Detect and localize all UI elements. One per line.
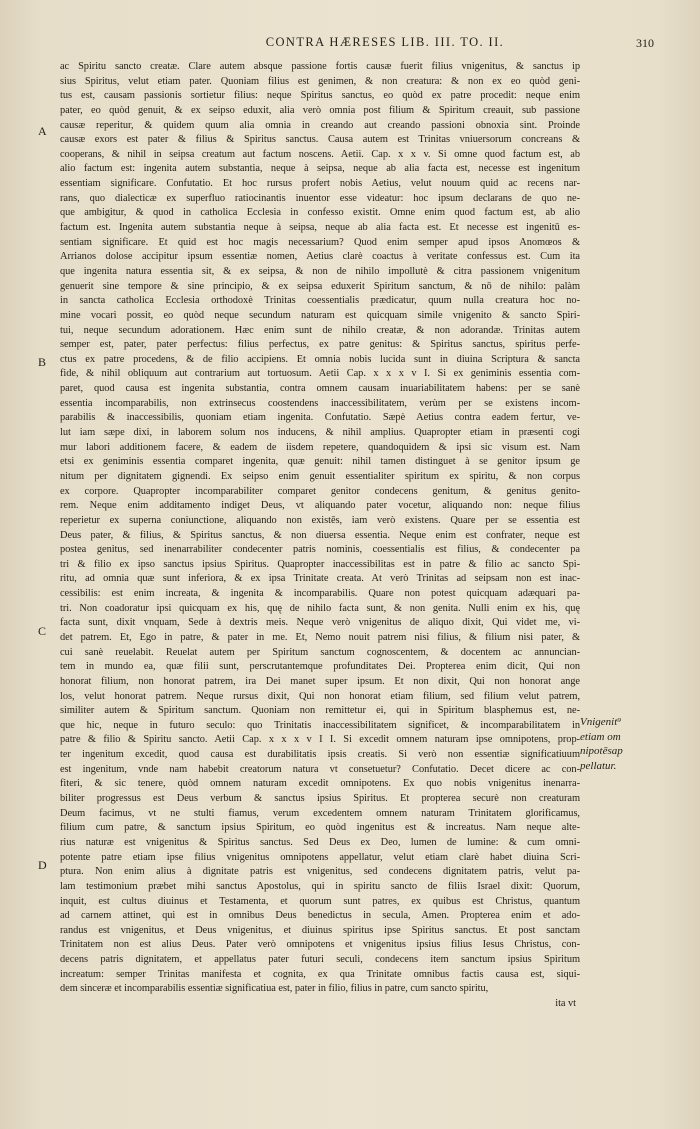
text-line: causæ reperitur, & quidem quum alia omnia in creando aut creando passioni obnoxia sint. Proinde xyxy=(60,119,580,131)
text-line: etsi ex geniminis essentia comparet ingenita, quæ genuit: nihil tamen distinguet à se genitor ipsum ge xyxy=(60,456,580,468)
text-line: ad carnem attinet, qui est in omnibus Deus benedictus in secula, Amen. Propterea enim et ado- xyxy=(60,910,580,922)
text-line: patre & filio & Spiritu sancto. Aetii Cap. x x x v I I. Si excedit omnem naturam ipse omnipotens, prop- xyxy=(60,734,580,746)
text-line: alio factum est: ingenita autem substantia, neque à seipsa, neque ab alia facta est, necesse est ingenitum xyxy=(60,163,580,175)
text-line: que ingenita natura essentia sit, & ex seipsa, & non de nihilo impollutè & citra passionem vnigenitum xyxy=(60,265,580,277)
text-line: sius Spiritus, velut etiam pater. Quoniam filius est genimen, & non creatura: & non ex eo quòd geni- xyxy=(60,75,580,87)
text-line: potente patre etiam ipse filius vnigenitus omnipotens appellatur, velut etiam clarè habet diuina Scri- xyxy=(60,851,580,863)
margin-letter-b: B xyxy=(38,355,47,369)
body-text-column xyxy=(60,60,580,1012)
text-line: postea genitus, sed inenarrabiliter condecenter patris nominis, coessentialis est filius, & condecenter pa xyxy=(60,544,580,556)
margin-letter-d: D xyxy=(38,858,47,872)
text-line: est ingenitum, vnde nam habebit creatorum natura vt consetuetur? Confutatio. Decet dicere ac con- xyxy=(60,763,580,775)
margin-letter-c: C xyxy=(38,624,47,638)
text-line: sentiam significare. Et quid est hoc magis necessarium? Quod enim semper apud ipsos Anomœos & xyxy=(60,236,580,248)
marginal-note xyxy=(580,715,670,773)
text-line: ac Spiritu sancto creatæ. Clare autem absque passione fortis causæ fuerit filius vnigenitus, & sanctus ip xyxy=(60,61,580,72)
text-line: fide, & nihil obliquum aut contrarium aut tortuosum. Aetii Cap. x x x v I. Si ex geniminis essentia com- xyxy=(60,368,580,380)
text-line: tui, neque secundum adorationem. Hæc enim sunt de nihilo creatæ, & non adorandæ. Trinitas autem xyxy=(60,324,580,336)
text-line: genuerit sine tempore & sine principio, & ex seipsa eduxerit Spiritum sanctum, & nō de nihilo: palàm xyxy=(60,280,580,292)
text-line: tri. Non coadoratur ipsi quicquam ex his, quę de nihilo facta sunt, & non genita. Nulli enim ex his, quę xyxy=(60,602,580,614)
text-line: nitum per dignitatem gignendi. Ex seipso enim genuit essentialiter spiritum ex spiritu, & non corpus xyxy=(60,470,580,482)
marginal-note-line: nipotēsap xyxy=(580,745,623,757)
text-line: honorat filium, non honorat patrem, ira Dei manet super ipsum. Et non dixit, Qui non honorat ange xyxy=(60,675,580,687)
text-line: rem. Neque enim additamento indiget Deus, vt aliquando pater vocetur, aliquando non: neque filius xyxy=(60,500,580,512)
text-line: mine vocari possit, eo quòd neque secundum naturam est quicquam simile vnigenito & sancto Spiri- xyxy=(60,309,580,321)
text-line: Deus pater, & filius, & Spiritus sanctus, & non diuersa essentia. Neque enim est confrater, neque est xyxy=(60,529,580,541)
page-number: 310 xyxy=(636,36,654,50)
text-line: decens patris dignitatem, et appellatus pater futuri seculi, condecens item sanctum ipsius Spiritum xyxy=(60,954,580,966)
text-line: pater, eo quòd genuit, & ex seipso eduxit, alia verò omnia post filium & Spiritum creauit, sub passione xyxy=(60,104,580,116)
text-line: fiteri, & sic tenere, quòd omnem naturam excedit omnipotens. Ex quo nobis vnigenitus inenarra- xyxy=(60,778,580,790)
text-line: inquit, est cultus diuinus et Testamenta, et quorum sunt patres, ex quibus est Christus, quantum xyxy=(60,895,580,907)
running-head: CONTRA HÆRESES LIB. III. TO. II. xyxy=(265,35,505,49)
text-line: Arrianos dolose accipitur ipsum essentiæ nomen, Aetius clarè coactus à veritate confessus est. Cum ita xyxy=(60,251,580,263)
text-line: rius naturæ est vnigenitus & Spiritus sanctus. Sed Deus ex Deo, lumen de lumine: & cum omni- xyxy=(60,836,580,848)
marginal-note-line: Vnigenit⁹ xyxy=(580,716,622,728)
text-line: increatum: semper Trinitas manifesta et cognita, ex qua Trinitate omnibus factis causa est, siqui- xyxy=(60,968,580,980)
text-line: similiter autem & Spiritum sanctum. Quoniam non remittetur ei, qui in Spiritum blasphemus est, ne- xyxy=(60,705,580,717)
text-line: essentia incomparabilis, non extrinsecus coostendens inaccessibilitatem, verùm per se existens incom- xyxy=(60,397,580,409)
marginal-note-line: pellatur. xyxy=(580,759,617,772)
text-line: ter ingenitum excedit, quod causa est durabilitatis ipsis creatis. Si verò non essentiæ significatiuum xyxy=(60,749,580,761)
text-line: mur labori additionem facere, & eadem de iisdem repetere, quandoquidem & ipsi sic visum est. Nam xyxy=(60,441,580,453)
text-line: ritu, ad omnia quæ sunt inferiora, & ex ipsa Trinitate creata. At verò Trinitas ad seipsam non est inac- xyxy=(60,573,580,585)
text-line: que hic, neque in futuro seculo: quo Trinitatis inaccessibilitatem significet, & incomparabilitatem in xyxy=(60,719,580,731)
text-line: parabilis & inaccessibilis, quoniam etiam ingenita. Confutatio. Sæpè Aetius contra eadem fertur, ve- xyxy=(60,412,580,424)
text-line: cui sanè reuelabit. Reuelat autem per Spiritum sanctum cognoscentem, & docentem ac annuncian- xyxy=(60,646,580,658)
text-line: Deum facimus, vt ne stulti fiamus, verum excedentem omnem naturam Trinitatem glorificamus, xyxy=(60,807,580,819)
text-line: que ambigitur, & quod in catholica Ecclesia in confesso existit. Omne enim quod factum est, ab alio xyxy=(60,207,580,219)
text-line: ex corpore. Quapropter incomparabiliter comparet genitor condecens genitum, & genitus genito- xyxy=(60,485,580,497)
text-line: filium cum patre, & sanctum ipsius Spiritum, eo quòd ingenitus est & increatus. Nam neque alte- xyxy=(60,822,580,834)
text-line: ctus ex patre procedens, & de filio accipiens. Et omnia nobis lucida sunt in diuina Scriptura & sancta xyxy=(60,353,580,365)
text-line: cooperans, & nihil in seipsa creatum aut factum noscens. Aetii. Cap. x x v. Si omne quod factum est, ab xyxy=(60,148,580,160)
text-line: in sancta catholica Ecclesia orthodoxè Trinitas coessentialis prædicatur, quum nulla creatura hoc no- xyxy=(60,295,580,307)
text-line: lut iam sæpe dixi, in laborem solum nos inducens, & nihil amplius. Quapropter etiam in præsenti cogi xyxy=(60,427,580,439)
text-line: factum est. Ingenita autem substantia neque à seipsa, neque ab alia facta est. Et necesse est ingenitū es- xyxy=(60,222,580,234)
text-line: randus est vnigenitus, et Deus vnigenitus, et diuinus spiritus ipse Spiritus sanctus. Et post sanctam xyxy=(60,924,580,936)
marginal-note-line: etiam om xyxy=(580,730,621,743)
text-line: ptura. Non enim alius à dignitate patris est vnigenitus, sed condecens dignitatem patris, velut pa- xyxy=(60,866,580,878)
text-line: los, velut honorat patrem. Neque rursus dixit, Qui non honorat etiam filium, sed filium velut patrem, xyxy=(60,690,580,702)
text-line: dem sinceræ et incomparabilis essentiæ significatiua est, pater in filio, filius in patre, cum sancto spiritu, xyxy=(60,983,489,995)
text-line: cessibilis: est enim increata, & ingenita & incomparabilis. Quare non potest quicquam adæquari pa- xyxy=(60,588,580,600)
text-line: biliter progressus est Deus verbum & sanctus ipsius Spiritus. Et propterea securè non creaturam xyxy=(60,793,580,805)
text-line: facta sunt, dixit vnquam, Sede à dextris meis. Neque verò vnigenitus de aliquo dixit, Qui videt me, vi- xyxy=(60,617,580,629)
margin-letter-a: A xyxy=(38,124,47,138)
text-line: det patrem. Et, Ego in patre, & pater in me. Et, Nemo nouit patrem nisi filius, & filium nisi pater, & xyxy=(60,631,580,643)
text-line: tus est, causam passionis sortietur filius: neque Spiritus sanctus, eo quòd ex patre procedit: neque enim xyxy=(60,90,580,102)
text-line: essentiam significare. Confutatio. Et hoc rursus profert nobis Aetius, velut nouum quid ac recens nar- xyxy=(60,178,580,190)
text-line: Trinitatem non est alius Deus. Pater verò omnipotens et vnigenitus ipsius filius Iesus Christus, con- xyxy=(60,939,580,951)
text-line: causæ exors est pater & filius & Spiritus sanctus. Causa autem est Trinitas vniuersorum concreans & xyxy=(60,134,580,146)
text-line: lam testimonium præbet mihi sanctus Apostolus, qui in spiritu sancto de filiis Israel dixit: Quorum, xyxy=(60,880,580,892)
text-line: tri & filio ex ipso sanctus ipsius Spiritus. Quapropter inaccessibilitas est in patre & filio ac sancto Spi- xyxy=(60,558,580,570)
text-line: paret, quod causa est ingenita substantia, contra omnem causam inuariabilitatem habens: per se sanè xyxy=(60,383,580,395)
text-line: rans, quo dialecticæ ex superfluo ratiocinantis inuentor esse videatur: hoc ipsum declarans de quo ne- xyxy=(60,192,580,204)
catchword: ita vt xyxy=(555,998,576,1009)
text-line: reperietur ex superna coniunctione, aliquando non existēs, iam verò existens. Quare per se essentia est xyxy=(60,514,580,526)
text-line: semper est, pater, pater perfectus: filius perfectus, ex patre genitus: & Spiritus sanctus, spiritus perfe- xyxy=(60,339,580,351)
text-line: tem in mundo ea, quæ filii sunt, perscrutantemque profunditates Dei. Propterea enim dicit, Qui non xyxy=(60,661,580,673)
